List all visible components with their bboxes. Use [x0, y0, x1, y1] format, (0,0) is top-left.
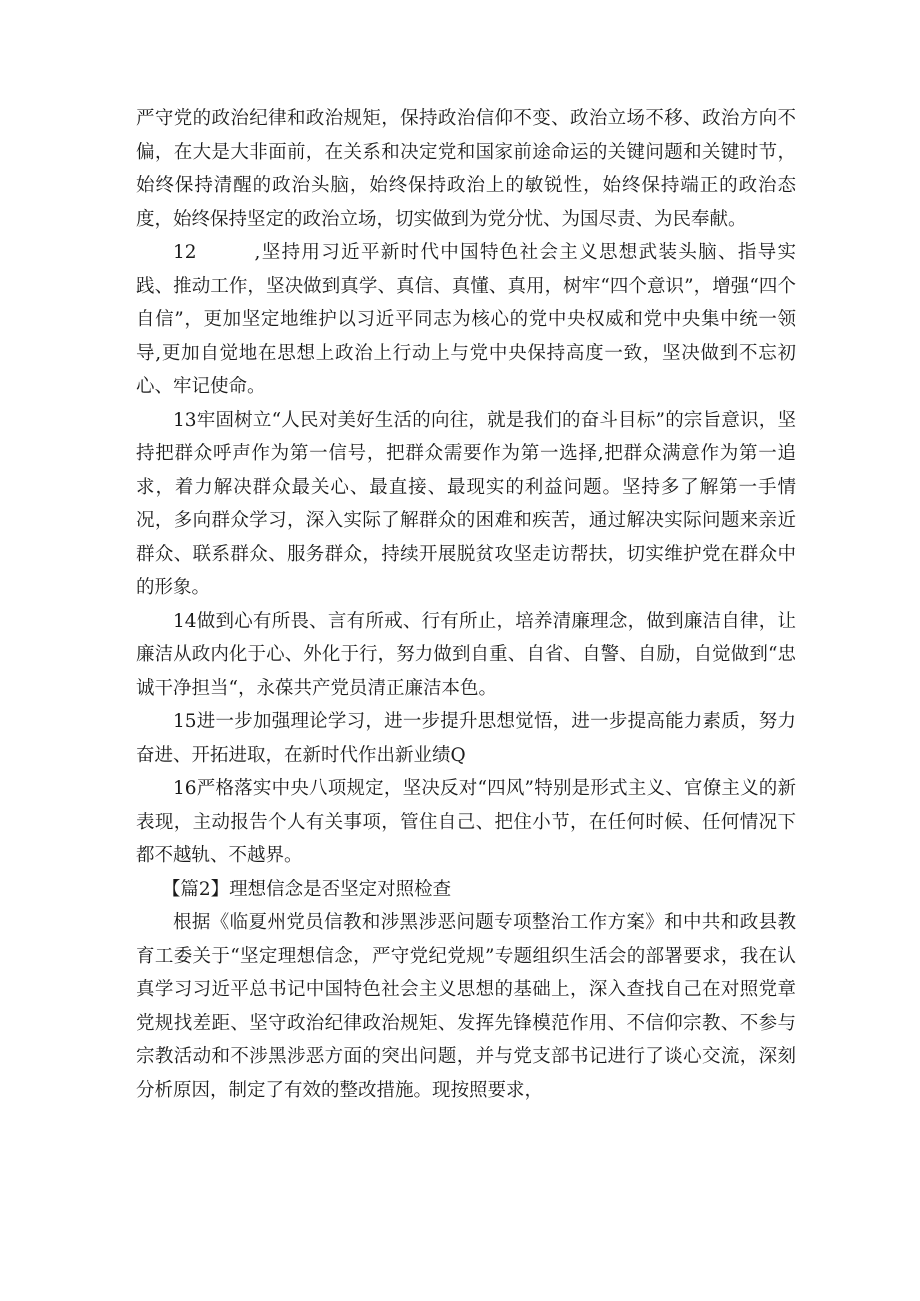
paragraph-text: 做到心有所畏、言有所戒、行有所止，培养清廉理念，做到廉洁自律，让廉洁从政内化于心、外化于行，努力做到自重、自省、自警、自励，自觉做到“忠诚干净担当“，永葆共产党员清正廉洁本色。	[136, 610, 796, 699]
paragraph-text: 进一步加强理论学习，进一步提升思想觉悟，进一步提高能力素质，努力奋进、开拓进取，在新时代作出新业绩Q	[136, 711, 796, 766]
section-heading: 【篇2】理想信念是否坚定对照检查	[161, 878, 452, 900]
paragraph-number: 12	[173, 242, 197, 263]
paragraph-text: 严守党的政治纪律和政治规矩，保持政治信仰不变、政治立场不移、政治方向不偏，在大是大非面前，在关系和决定党和国家前途命运的关键问题和关键时节，始终保持清醒的政治头脑，始终保持政治上的敏锐性，始终保持端正的政治态度，始终保持坚定的政治立场，切实做到为党分忧、为国尽责、为民奉献。	[136, 108, 796, 230]
paragraph-13	[136, 404, 796, 605]
paragraph-text: 牢固树立“人民对美好生活的向往，就是我们的奋斗目标”的宗旨意识，坚持把群众呼声作为第一信号，把群众需要作为第一选择,把群众满意作为第一追求，着力解决群众最关心、最直接、最现实的利益问题。坚持多了解第一手情况，多向群众学习，深入实际了解群众的困难和疾苦，通过解决实际问题来亲近群众、联系群众、服务群众，持续开展脱贫攻坚走访帮扶，切实维护党在群众中的形象。	[136, 409, 796, 598]
paragraph-16	[136, 772, 796, 873]
paragraph-number: 16	[173, 778, 197, 799]
paragraph-text: 根据《临夏州党员信教和涉黑涉恶问题专项整治工作方案》和中共和政县教育工委关于“坚定理想信念，严守党纪党规”专题组织生活会的部署要求，我在认真学习习近平总书记中国特色社会主义思想的基础上，深入查找自己在对照党章党规找差距、坚守政治纪律政治规矩、发挥先锋模范作用、不信仰宗教、不参与宗教活动和不涉黑涉恶方面的突出问题，并与党支部书记进行了谈心交流，深刻分析原因，制定了有效的整改措施。现按照要求，	[136, 912, 796, 1101]
paragraph-12	[136, 236, 796, 404]
paragraph-text: 严格落实中央八项规定，坚决反对“四风”特别是形式主义、官僚主义的新表现，主动报告个人有关事项，管住自己、把住小节，在任何时候、任何情况下都不越轨、不越界。	[136, 778, 796, 866]
paragraph-14	[136, 605, 796, 706]
document-body	[136, 102, 796, 1107]
paragraph-15	[136, 705, 796, 772]
paragraph-number: 15	[173, 711, 197, 732]
paragraph-text: ,坚持用习近平新时代中国特色社会主义思想武装头脑、指导实践、推动工作，坚决做到真学、真信、真懂、真用，树牢“四个意识”，增强“四个自信”，更加坚定地维护以习近平同志为核心的党中央权威和党中央集中统一领导,更加自觉地在思想上政治上行动上与党中央保持高度一致，坚决做到不忘初心、牢记使命。	[136, 242, 796, 397]
paragraph-continued	[136, 102, 796, 236]
paragraph-number: 13	[173, 409, 197, 431]
paragraph-number: 14	[173, 610, 197, 632]
paragraph-closing	[136, 906, 796, 1107]
